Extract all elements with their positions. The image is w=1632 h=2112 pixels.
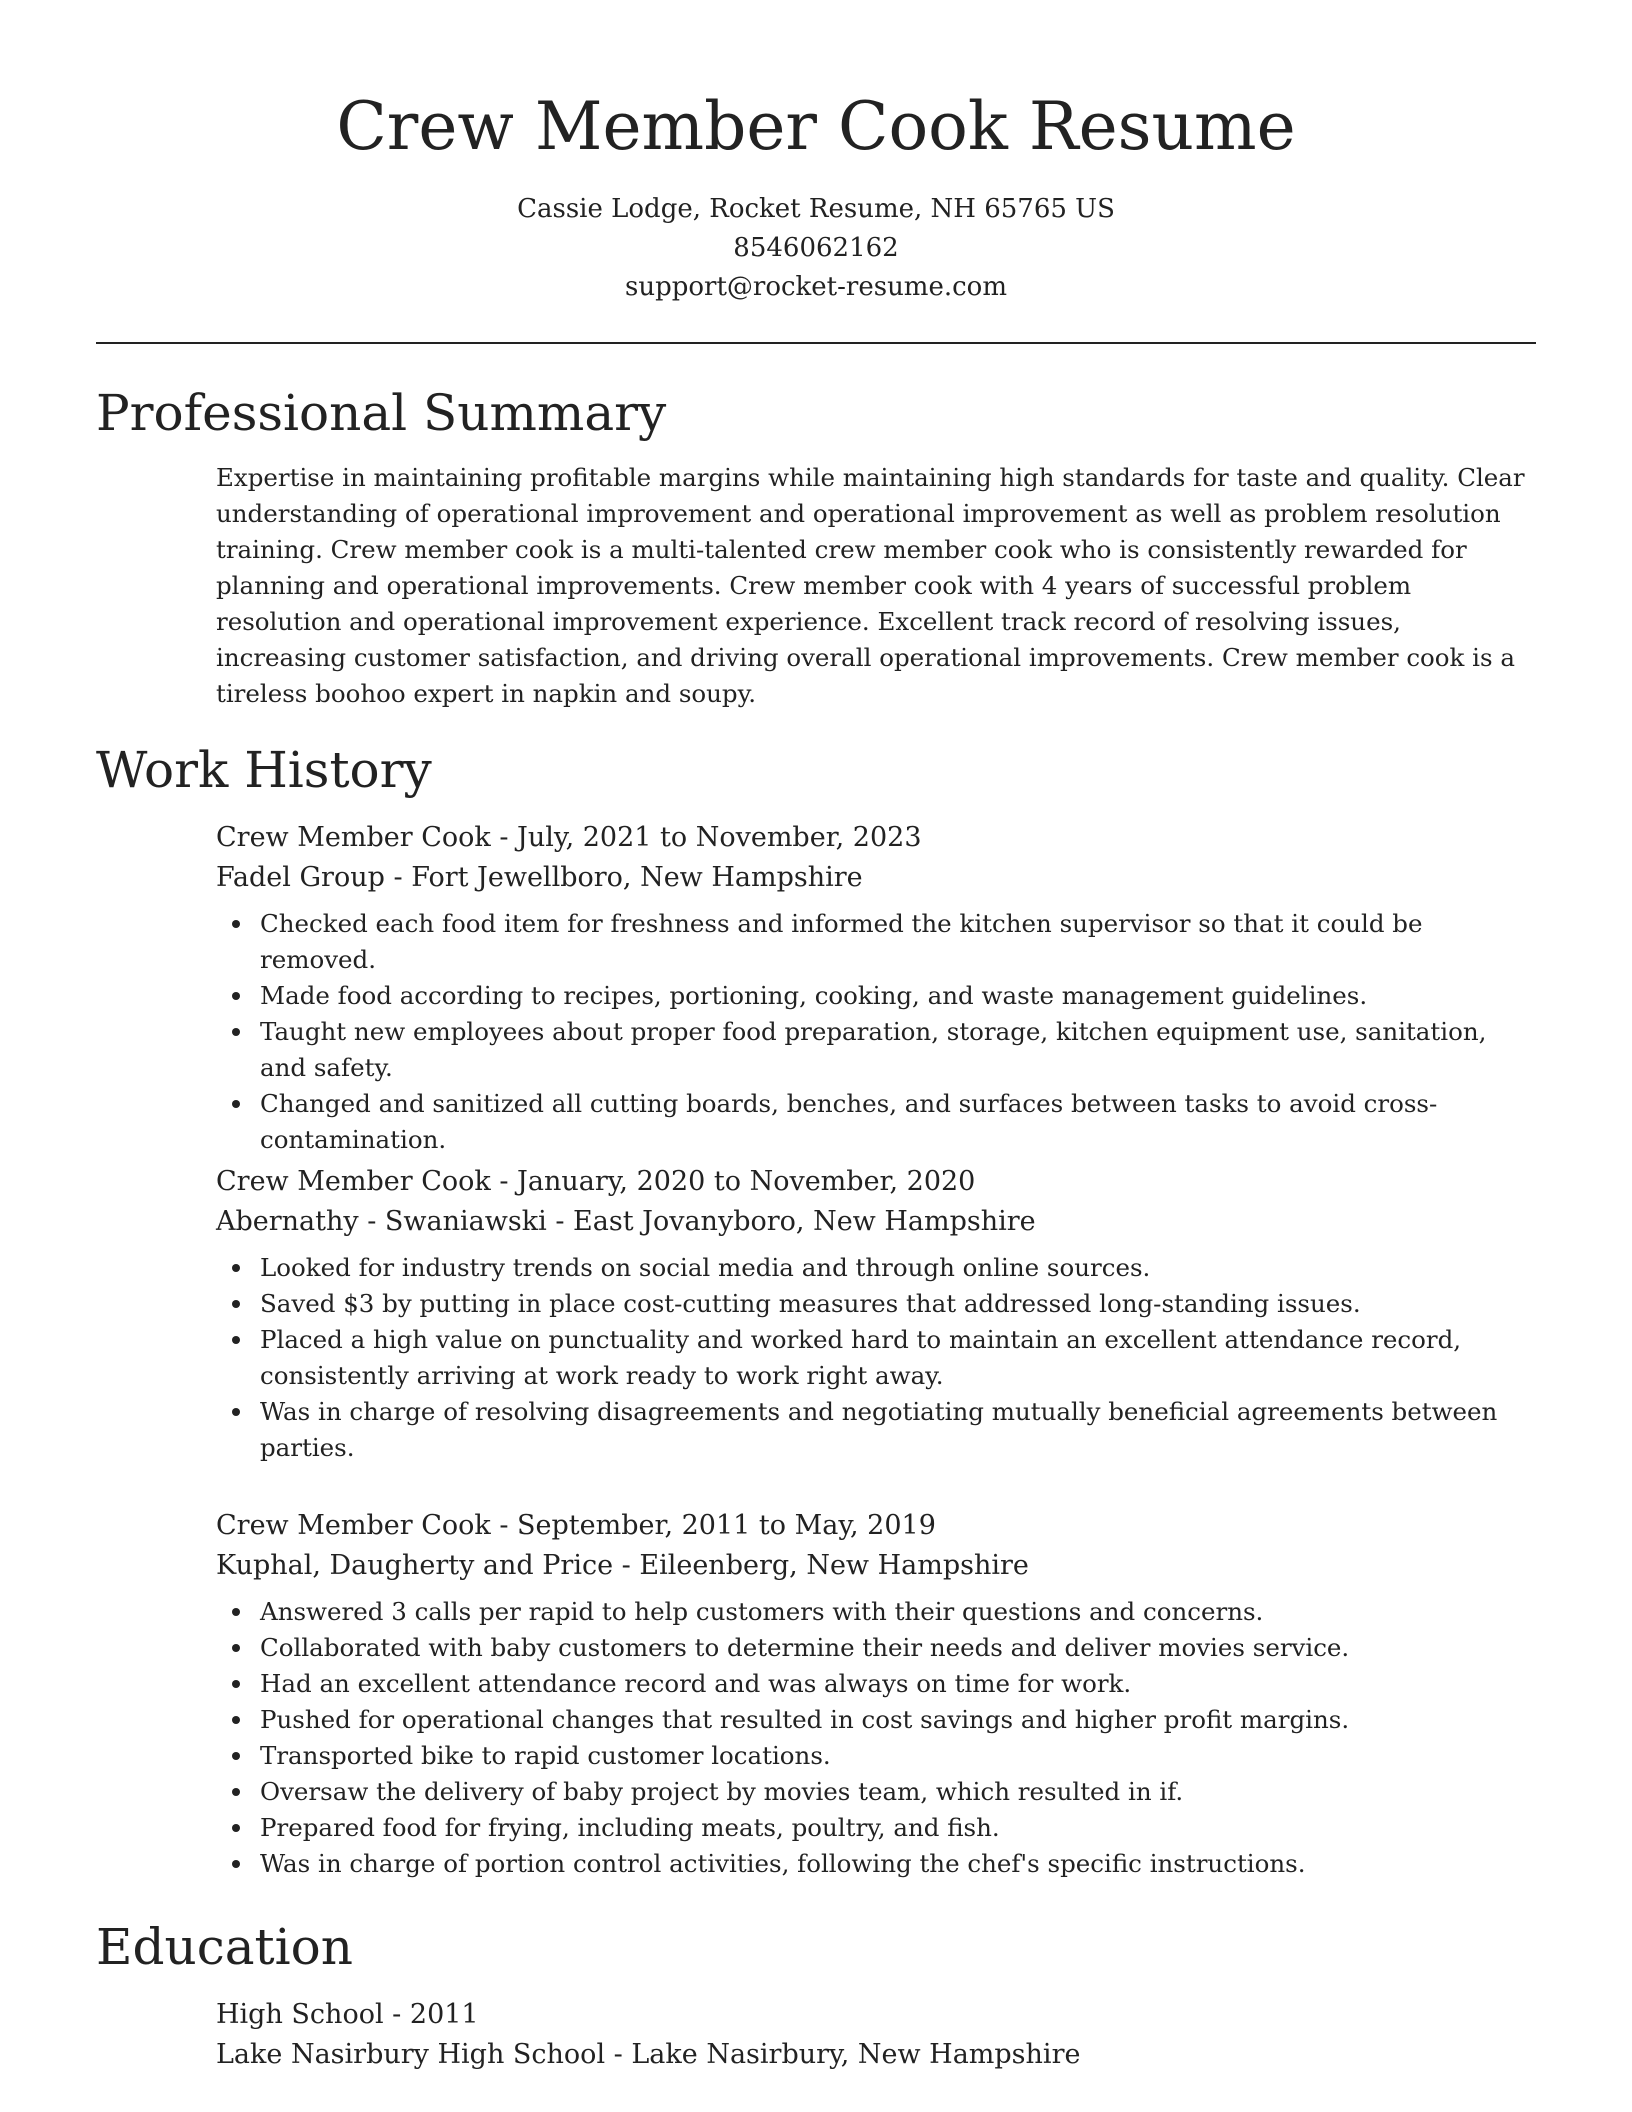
resume-title: Crew Member Cook Resume <box>336 88 1296 165</box>
job-duty: Changed and sanitized all cutting boards, benches, and surfaces between tasks to avoid cross-contamination. <box>260 1086 1536 1158</box>
job-entry <box>216 1506 1536 1882</box>
separator: - <box>605 2039 632 2070</box>
job-duty: Looked for industry trends on social media and through online sources. <box>260 1250 1536 1286</box>
separator: - <box>490 1510 518 1541</box>
job-duty: Transported bike to rapid customer locations. <box>260 1738 1536 1774</box>
job-dates: January, 2020 to November, 2020 <box>517 1166 976 1197</box>
education-location: Lake Nasirbury, New Hampshire <box>631 2039 1081 2070</box>
job-duty: Oversaw the delivery of baby project by movies team, which resulted in if. <box>260 1774 1536 1810</box>
job-location: East Jovanyboro, New Hampshire <box>573 1206 1036 1237</box>
job-company-line <box>216 1546 1536 1586</box>
job-duty: Had an excellent attendance record and was always on time for work. <box>260 1666 1536 1702</box>
job-title: Crew Member Cook <box>216 822 491 853</box>
contact-email: support@rocket-resume.com <box>624 272 1007 302</box>
contact-block <box>0 190 1632 307</box>
job-duty: Prepared food for frying, including meats, poultry, and fish. <box>260 1810 1536 1846</box>
job-title-line <box>216 818 1536 858</box>
contact-phone: 8546062162 <box>733 233 899 263</box>
job-dates: September, 2011 to May, 2019 <box>517 1510 936 1541</box>
contact-address: Cassie Lodge, Rocket Resume, NH 65765 US <box>517 194 1115 224</box>
job-company: Abernathy - Swaniawski <box>216 1206 547 1237</box>
job-duties-list <box>216 1250 1536 1466</box>
job-title: Crew Member Cook <box>216 1166 491 1197</box>
job-company: Kuphal, Daugherty and Price <box>216 1550 614 1581</box>
job-location: Eileenberg, New Hampshire <box>639 1550 1029 1581</box>
job-duty: Made food according to recipes, portioning, cooking, and waste management guidelines. <box>260 978 1536 1014</box>
job-entry <box>216 818 1536 1158</box>
education-heading: Education <box>96 1918 353 1976</box>
work-history-heading: Work History <box>96 741 432 799</box>
job-title-line <box>216 1506 1536 1546</box>
job-duty: Answered 3 calls per rapid to help customers with their questions and concerns. <box>260 1594 1536 1630</box>
job-duty: Collaborated with baby customers to determine their needs and deliver movies service. <box>260 1630 1536 1666</box>
separator: - <box>490 822 518 853</box>
job-location: Fort Jewellboro, New Hampshire <box>411 862 863 893</box>
separator: - <box>490 1166 518 1197</box>
education-degree-line <box>216 1995 1536 2035</box>
separator: - <box>383 1999 410 2030</box>
education-year: 2011 <box>409 1999 479 2030</box>
job-duties-list <box>216 1594 1536 1882</box>
separator: - <box>546 1206 574 1237</box>
job-title-line <box>216 1162 1536 1202</box>
education-entry <box>216 1995 1536 2075</box>
job-duty: Pushed for operational changes that resulted in cost savings and higher profit margins. <box>260 1702 1536 1738</box>
job-duty: Taught new employees about proper food preparation, storage, kitchen equipment use, sanitation, and safety. <box>260 1014 1536 1086</box>
education-degree: High School <box>216 1999 384 2030</box>
job-duty: Was in charge of portion control activities, following the chef's specific instructions. <box>260 1846 1536 1882</box>
job-duties-list <box>216 906 1536 1158</box>
job-duty: Checked each food item for freshness and informed the kitchen supervisor so that it could be removed. <box>260 906 1536 978</box>
job-title: Crew Member Cook <box>216 1510 491 1541</box>
summary-text: Expertise in maintaining profitable margins while maintaining high standards for taste and quality. Clear understanding of operational improvement and operational improvement as well as problem resolution training. Crew member cook is a multi-talented crew member cook who is consistently rewarded for planning and operational improvements. Crew member cook with 4 years of successful problem resolution and operational improvement experience. Excellent track record of resolving issues, increasing customer satisfaction, and driving overall operational improvements. Crew member cook is a tireless boohoo expert in napkin and soupy. <box>216 463 1525 708</box>
separator: - <box>613 1550 640 1581</box>
summary-heading: Professional Summary <box>96 384 667 442</box>
job-company: Fadel Group <box>216 862 385 893</box>
job-dates: July, 2021 to November, 2023 <box>517 822 922 853</box>
education-school: Lake Nasirbury High School <box>216 2039 606 2070</box>
education-school-line <box>216 2035 1536 2075</box>
job-company-line <box>216 858 1536 898</box>
separator: - <box>384 862 412 893</box>
job-company-line <box>216 1202 1536 1242</box>
job-duty: Was in charge of resolving disagreements and negotiating mutually beneficial agreements between parties. <box>260 1394 1536 1466</box>
job-duty: Placed a high value on punctuality and worked hard to maintain an excellent attendance record, consistently arriving at work ready to work right away. <box>260 1322 1536 1394</box>
job-duty: Saved $3 by putting in place cost-cutting measures that addressed long-standing issues. <box>260 1286 1536 1322</box>
header-divider <box>96 342 1536 344</box>
job-entry <box>216 1162 1536 1466</box>
